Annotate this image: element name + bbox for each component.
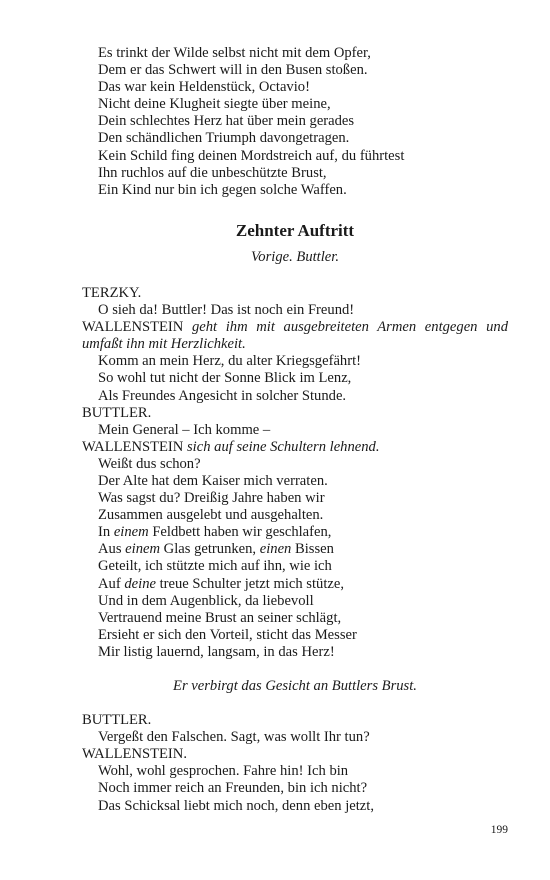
speaker-wallenstein: WALLENSTEIN. (82, 746, 187, 763)
page-number: 199 (490, 824, 508, 836)
verse-line: Weißt dus schon? (98, 455, 201, 472)
verse-line: Mir listig lauernd, langsam, in das Herz! (98, 643, 335, 660)
verse-line (82, 524, 508, 541)
speaker-buttler: BUTTLER. (82, 712, 152, 729)
verse-line: Ein Kind nur bin ich gegen solche Waffen. (98, 181, 347, 198)
emphasis: einem (113, 524, 149, 541)
verse-line: Dein schlechtes Herz hat über mein gerades (98, 113, 355, 130)
speaker-buttler: BUTTLER. (82, 404, 152, 421)
text-run: treue Schulter jetzt mich stütze, (155, 575, 344, 592)
emphasis: einen (259, 541, 292, 558)
stage-direction: Er verbirgt das Gesicht an Buttlers Brust. (173, 678, 417, 694)
verse-line: Geteilt, ich stützte mich auf ihn, wie ich (98, 558, 332, 575)
verse-line: Dem er das Schwert will in den Busen stoßen. (98, 62, 368, 79)
verse-line: O sieh da! Buttler! Das ist noch ein Freund! (98, 302, 355, 319)
text-run: Glas getrunken, (160, 541, 260, 558)
verse-line: Der Alte hat dem Kaiser mich verraten. (98, 472, 328, 489)
speaker-wallenstein-with-direction (82, 439, 508, 456)
text-run: Auf (98, 575, 125, 592)
verse-line: Wohl, wohl gesprochen. Fahre hin! Ich bin (98, 763, 349, 780)
verse-line: Was sagst du? Dreißig Jahre haben wir (98, 490, 325, 507)
verse-line: So wohl tut nicht der Sonne Blick im Lenz, (98, 370, 352, 387)
verse-line (82, 541, 508, 558)
verse-line: Ihn ruchlos auf die unbeschützte Brust, (98, 164, 327, 181)
text-run: Aus (98, 541, 126, 558)
stage-direction-inline: geht ihm mit ausgebreiteten Armen entgegen und umfaßt ihn mit Herzlichkeit. (82, 319, 508, 353)
text-run: Feldbett haben wir geschlafen, (148, 524, 332, 541)
verse-line: Mein General – Ich komme – (98, 421, 271, 438)
text-run: Bissen (291, 541, 334, 558)
text-run: In (98, 524, 114, 541)
verse-line: Als Freundes Angesicht in solcher Stunde. (98, 387, 347, 404)
scene-subtitle: Vorige. Buttler. (251, 248, 339, 265)
page-body (82, 45, 508, 815)
verse-line: Vergeßt den Falschen. Sagt, was wollt Ihr tun? (98, 729, 370, 746)
verse-line: Den schändlichen Triumph davongetragen. (98, 130, 350, 147)
verse-line: Noch immer reich an Freunden, bin ich nicht? (98, 780, 368, 797)
verse-line: Das Schicksal liebt mich noch, denn eben jetzt, (98, 797, 374, 814)
emphasis: einem (125, 541, 161, 558)
verse-line: Vertrauend meine Brust an seiner schlägt, (98, 609, 342, 626)
scene-title: Zehnter Auftritt (235, 220, 355, 240)
stanza-top (82, 45, 508, 199)
emphasis: deine (124, 575, 156, 592)
verse-line: Komm an mein Herz, du alter Kriegsgefährt! (98, 353, 361, 370)
verse-line: Es trinkt der Wilde selbst nicht mit dem Opfer, (98, 45, 371, 61)
verse-line: Nicht deine Klugheit siegte über meine, (98, 96, 331, 113)
speaker-terzky: TERZKY. (82, 284, 142, 301)
speaker-name: WALLENSTEIN (82, 319, 184, 336)
stage-direction-inline: sich auf seine Schultern lehnend. (186, 438, 380, 455)
verse-line: Ersieht er sich den Vorteil, sticht das Messer (98, 626, 357, 643)
verse-line: Zusammen ausgelebt und ausgehalten. (98, 507, 324, 524)
speaker-name: WALLENSTEIN (82, 438, 184, 455)
verse-line: Kein Schild fing deinen Mordstreich auf, du führtest (98, 147, 405, 164)
verse-line: Und in dem Augenblick, da liebevoll (98, 592, 314, 609)
verse-line (82, 576, 508, 593)
speaker-wallenstein-with-direction (82, 319, 508, 353)
verse-line: Das war kein Heldenstück, Octavio! (98, 79, 310, 96)
